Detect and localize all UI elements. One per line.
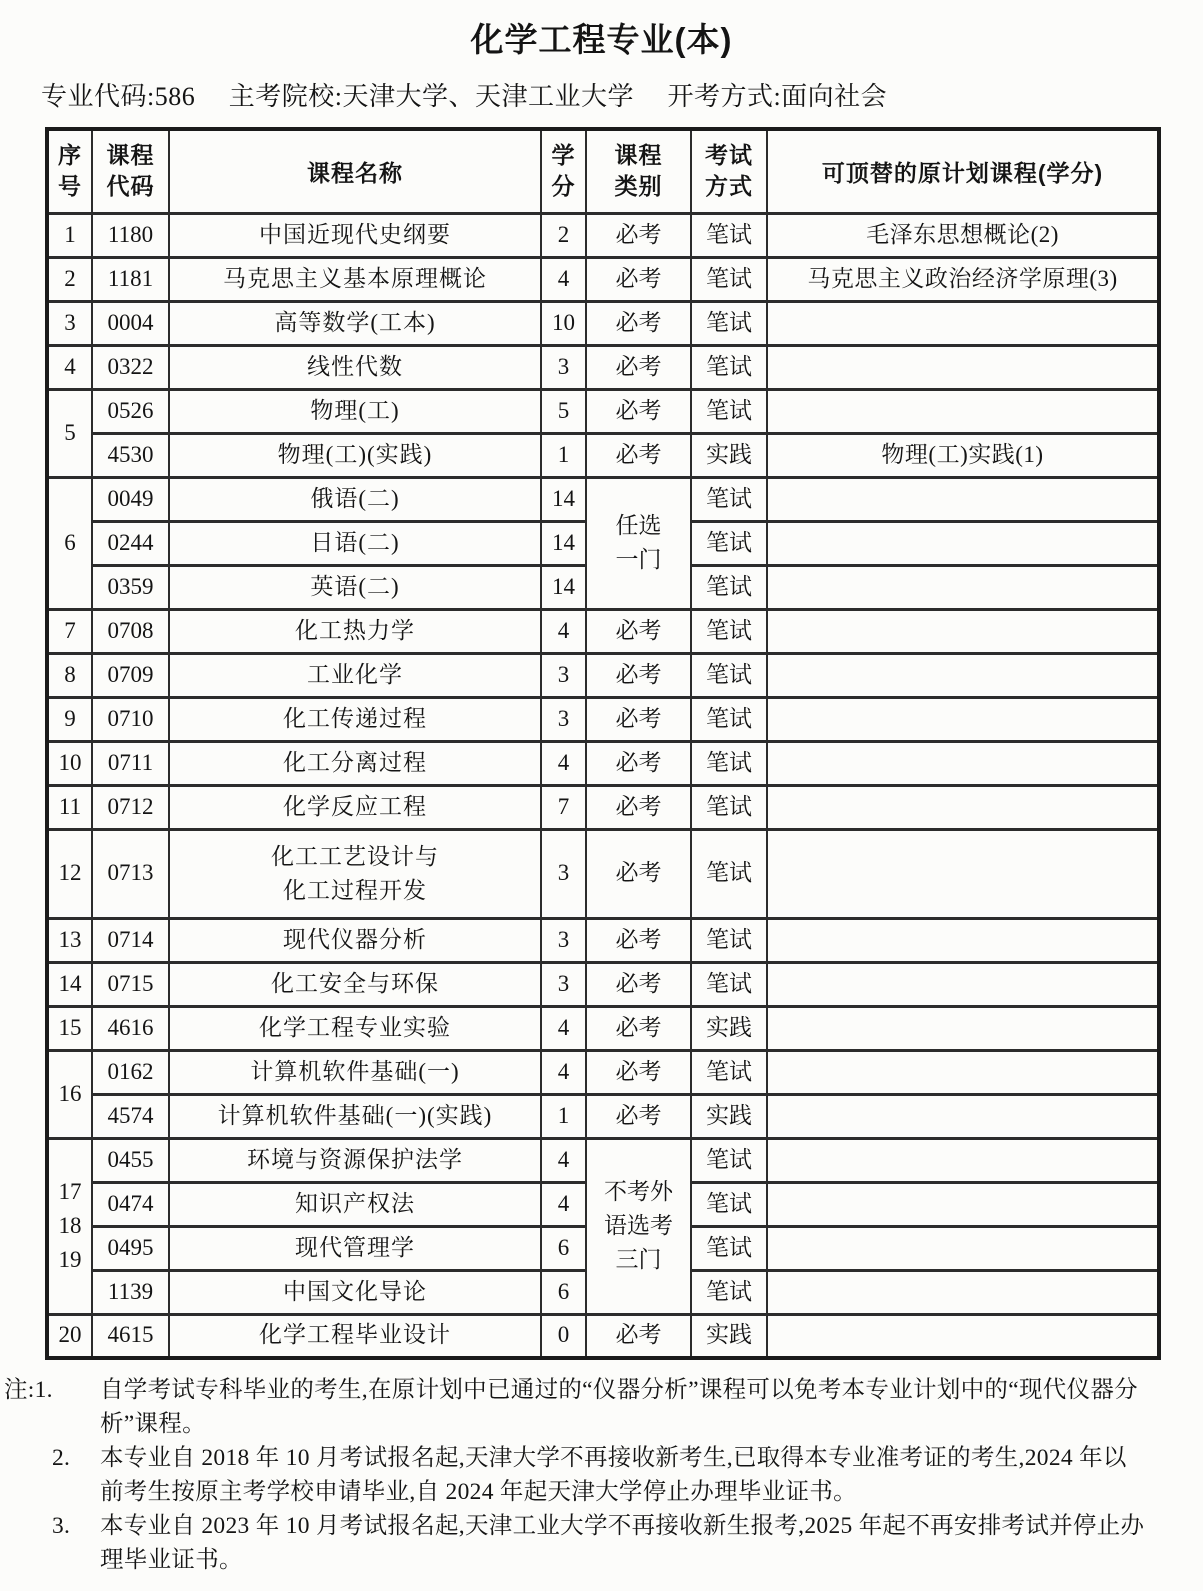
credits-cell: 3 — [541, 653, 586, 697]
course-code-cell: 4574 — [92, 1094, 169, 1138]
credits-cell: 4 — [541, 1006, 586, 1050]
course-code-cell: 1180 — [92, 213, 169, 257]
header-text: 类别 — [614, 173, 663, 200]
column-header-credits — [541, 129, 586, 213]
seq-cell: 10 — [47, 741, 92, 785]
seq-cell: 6 — [47, 477, 92, 609]
exam-method-cell: 实践 — [691, 1094, 767, 1138]
credits-cell: 0 — [541, 1314, 586, 1358]
note-line: 本专业自 2018 年 10 月考试报名起,天津大学不再接收新考生,已取得本专业准考证的考生,2024 年以 — [100, 1445, 1127, 1471]
course-name-cell: 化工传递过程 — [169, 697, 541, 741]
course-code-cell: 0708 — [92, 609, 169, 653]
credits-cell: 6 — [541, 1270, 586, 1314]
course-name-cell: 现代仪器分析 — [169, 918, 541, 962]
course-name-cell: 化学反应工程 — [169, 785, 541, 829]
course-code-cell: 0359 — [92, 565, 169, 609]
table-row — [47, 389, 1159, 433]
course-name-cell: 知识产权法 — [169, 1182, 541, 1226]
header-text: 序 — [58, 142, 82, 169]
course-type-cell: 必考 — [586, 1050, 691, 1094]
seq-cell: 1 — [47, 213, 92, 257]
course-code-cell: 0049 — [92, 477, 169, 521]
credits-cell: 4 — [541, 1182, 586, 1226]
seq-cell: 16 — [47, 1050, 92, 1138]
course-type-cell: 必考 — [586, 257, 691, 301]
table-row — [47, 345, 1159, 389]
course-name-cell: 英语(二) — [169, 565, 541, 609]
seq-cell — [47, 1138, 92, 1314]
header-text: 方式 — [705, 173, 753, 200]
cell-text: 三门 — [615, 1247, 662, 1272]
seq-cell: 3 — [47, 301, 92, 345]
credits-cell: 4 — [541, 1138, 586, 1182]
credits-cell: 3 — [541, 829, 586, 918]
course-name-cell: 化工安全与环保 — [169, 962, 541, 1006]
seq-cell: 12 — [47, 829, 92, 918]
note-line: 前考生按原主考学校申请毕业,自 2024 年起天津大学停止办理毕业证书。 — [100, 1479, 857, 1505]
replacement-course-cell — [767, 1138, 1159, 1182]
replacement-course-cell — [767, 1006, 1159, 1050]
cell-text: 18 — [58, 1213, 82, 1238]
exam-method-cell: 笔试 — [691, 477, 767, 521]
exam-method-cell: 笔试 — [691, 609, 767, 653]
credits-cell: 4 — [541, 257, 586, 301]
replacement-course-cell — [767, 1182, 1159, 1226]
exam-method-cell: 笔试 — [691, 257, 767, 301]
replacement-course-cell — [767, 521, 1159, 565]
course-type-cell: 必考 — [586, 962, 691, 1006]
header-text: 号 — [58, 173, 82, 200]
seq-cell: 4 — [47, 345, 92, 389]
course-type-cell: 必考 — [586, 345, 691, 389]
replacement-course-cell — [767, 653, 1159, 697]
table-row — [47, 829, 1159, 918]
exam-method-cell: 笔试 — [691, 213, 767, 257]
course-type-cell: 必考 — [586, 301, 691, 345]
credits-cell: 3 — [541, 345, 586, 389]
exam-method-cell: 笔试 — [691, 653, 767, 697]
credits-cell: 4 — [541, 741, 586, 785]
table-row — [47, 785, 1159, 829]
info-line: 专业代码:586 主考院校:天津大学、天津工业大学 开考方式:面向社会 — [41, 82, 888, 111]
course-code-cell: 0526 — [92, 389, 169, 433]
credits-cell: 14 — [541, 477, 586, 521]
cell-text: 语选考 — [604, 1213, 673, 1238]
course-code-cell: 0714 — [92, 918, 169, 962]
replacement-course-cell — [767, 785, 1159, 829]
course-code-cell: 0162 — [92, 1050, 169, 1094]
replacement-course-cell — [767, 1094, 1159, 1138]
course-name-cell: 环境与资源保护法学 — [169, 1138, 541, 1182]
replacement-course-cell: 毛泽东思想概论(2) — [767, 213, 1159, 257]
table-row — [47, 1094, 1159, 1138]
course-code-cell: 0713 — [92, 829, 169, 918]
replacement-course-cell — [767, 609, 1159, 653]
course-type-cell: 必考 — [586, 697, 691, 741]
column-header-replace: 可顶替的原计划课程(学分) — [767, 129, 1159, 213]
exam-method-cell: 笔试 — [691, 345, 767, 389]
seq-cell: 11 — [47, 785, 92, 829]
course-name-cell: 中国近现代史纲要 — [169, 213, 541, 257]
course-name-cell: 化学工程专业实验 — [169, 1006, 541, 1050]
course-type-cell: 必考 — [586, 1094, 691, 1138]
course-type-cell: 必考 — [586, 785, 691, 829]
credits-cell: 6 — [541, 1226, 586, 1270]
seq-cell: 9 — [47, 697, 92, 741]
seq-cell: 5 — [47, 389, 92, 477]
table-row — [47, 1050, 1159, 1094]
replacement-course-cell — [767, 1314, 1159, 1358]
course-code-cell: 0711 — [92, 741, 169, 785]
course-name-cell: 化工分离过程 — [169, 741, 541, 785]
course-code-cell: 0322 — [92, 345, 169, 389]
page-title: 化学工程专业(本) — [470, 21, 733, 58]
credits-cell: 1 — [541, 433, 586, 477]
table-row — [47, 433, 1159, 477]
seq-cell: 2 — [47, 257, 92, 301]
course-type-cell: 必考 — [586, 918, 691, 962]
course-name-cell: 俄语(二) — [169, 477, 541, 521]
table-row — [47, 1314, 1159, 1358]
course-code-cell: 4616 — [92, 1006, 169, 1050]
course-code-cell: 0004 — [92, 301, 169, 345]
course-code-cell: 0244 — [92, 521, 169, 565]
course-name-cell: 日语(二) — [169, 521, 541, 565]
exam-method-cell: 笔试 — [691, 785, 767, 829]
cell-text: 化工工艺设计与 — [271, 843, 439, 869]
cell-text: 一门 — [615, 547, 662, 572]
exam-method-cell: 笔试 — [691, 1270, 767, 1314]
table-row — [47, 1138, 1159, 1182]
curriculum-table — [45, 127, 1161, 1360]
replacement-course-cell — [767, 1226, 1159, 1270]
exam-method-cell: 实践 — [691, 1314, 767, 1358]
credits-cell: 4 — [541, 609, 586, 653]
header-text: 代码 — [106, 173, 155, 200]
replacement-course-cell — [767, 345, 1159, 389]
course-code-cell: 0709 — [92, 653, 169, 697]
course-code-cell: 0455 — [92, 1138, 169, 1182]
course-type-cell: 必考 — [586, 829, 691, 918]
exam-method-cell: 笔试 — [691, 741, 767, 785]
credits-cell: 1 — [541, 1094, 586, 1138]
course-name-cell: 物理(工) — [169, 389, 541, 433]
table-header-row — [47, 129, 1159, 213]
seq-cell: 7 — [47, 609, 92, 653]
replacement-course-cell — [767, 1270, 1159, 1314]
column-header-exam — [691, 129, 767, 213]
cell-text: 19 — [58, 1247, 82, 1272]
credits-cell: 3 — [541, 697, 586, 741]
notes-section — [0, 1373, 1203, 1577]
column-header-name: 课程名称 — [169, 129, 541, 213]
table-row — [47, 301, 1159, 345]
course-name-cell: 高等数学(工本) — [169, 301, 541, 345]
header-text: 考试 — [705, 142, 753, 169]
replacement-course-cell — [767, 477, 1159, 521]
course-type-cell: 必考 — [586, 213, 691, 257]
course-name-cell: 计算机软件基础(一) — [169, 1050, 541, 1094]
cell-text: 不考外 — [604, 1179, 673, 1204]
table-row — [47, 918, 1159, 962]
header-text: 课程 — [614, 142, 663, 169]
table-row — [47, 1006, 1159, 1050]
course-name-cell: 马克思主义基本原理概论 — [169, 257, 541, 301]
cell-text: 任选 — [615, 513, 662, 538]
credits-cell: 10 — [541, 301, 586, 345]
exam-method-cell: 笔试 — [691, 521, 767, 565]
note-line: 理毕业证书。 — [100, 1547, 243, 1573]
column-header-code — [92, 129, 169, 213]
table-row — [47, 213, 1159, 257]
credits-cell: 14 — [541, 565, 586, 609]
table-row — [47, 962, 1159, 1006]
credits-cell: 4 — [541, 1050, 586, 1094]
note-item — [0, 1509, 1203, 1577]
course-type-cell: 必考 — [586, 433, 691, 477]
replacement-course-cell: 马克思主义政治经济学原理(3) — [767, 257, 1159, 301]
course-type-cell: 必考 — [586, 741, 691, 785]
cell-text: 化工过程开发 — [283, 877, 427, 903]
replacement-course-cell — [767, 389, 1159, 433]
seq-cell: 8 — [47, 653, 92, 697]
replacement-course-cell — [767, 829, 1159, 918]
exam-method-cell: 实践 — [691, 1006, 767, 1050]
course-type-cell — [586, 477, 691, 609]
course-name-cell: 工业化学 — [169, 653, 541, 697]
header-text: 学 — [551, 142, 576, 169]
course-code-cell: 1181 — [92, 257, 169, 301]
table-row — [47, 653, 1159, 697]
replacement-course-cell — [767, 301, 1159, 345]
note-label: 3. — [52, 1513, 71, 1539]
course-code-cell: 0710 — [92, 697, 169, 741]
course-type-cell: 必考 — [586, 1314, 691, 1358]
course-type-cell: 必考 — [586, 609, 691, 653]
note-line: 本专业自 2023 年 10 月考试报名起,天津工业大学不再接收新生报考,2025 年起不再安排考试并停止办 — [100, 1513, 1145, 1539]
exam-method-cell: 笔试 — [691, 1226, 767, 1270]
exam-method-cell: 笔试 — [691, 829, 767, 918]
course-name-cell: 线性代数 — [169, 345, 541, 389]
note-item — [0, 1373, 1203, 1441]
course-name-cell: 化学工程毕业设计 — [169, 1314, 541, 1358]
credits-cell: 14 — [541, 521, 586, 565]
seq-cell: 13 — [47, 918, 92, 962]
credits-cell: 7 — [541, 785, 586, 829]
course-name-cell: 计算机软件基础(一)(实践) — [169, 1094, 541, 1138]
replacement-course-cell — [767, 918, 1159, 962]
seq-cell: 14 — [47, 962, 92, 1006]
credits-cell: 5 — [541, 389, 586, 433]
course-type-cell: 必考 — [586, 1006, 691, 1050]
exam-method-cell: 笔试 — [691, 697, 767, 741]
exam-method-cell: 笔试 — [691, 565, 767, 609]
note-item — [0, 1441, 1203, 1509]
replacement-course-cell — [767, 1050, 1159, 1094]
replacement-course-cell — [767, 565, 1159, 609]
course-name-cell: 现代管理学 — [169, 1226, 541, 1270]
table-row — [47, 609, 1159, 653]
course-name-cell: 物理(工)(实践) — [169, 433, 541, 477]
note-label: 2. — [52, 1445, 71, 1471]
course-code-cell: 1139 — [92, 1270, 169, 1314]
table-row — [47, 741, 1159, 785]
course-type-cell: 必考 — [586, 389, 691, 433]
course-type-cell: 必考 — [586, 653, 691, 697]
note-line: 析”课程。 — [100, 1411, 206, 1437]
exam-method-cell: 笔试 — [691, 1182, 767, 1226]
table-row — [47, 697, 1159, 741]
exam-method-cell: 笔试 — [691, 918, 767, 962]
credits-cell: 2 — [541, 213, 586, 257]
exam-method-cell: 笔试 — [691, 389, 767, 433]
note-label: 注:1. — [4, 1377, 53, 1403]
exam-method-cell: 笔试 — [691, 1050, 767, 1094]
replacement-course-cell: 物理(工)实践(1) — [767, 433, 1159, 477]
course-name-cell: 中国文化导论 — [169, 1270, 541, 1314]
course-code-cell: 0474 — [92, 1182, 169, 1226]
header-text: 课程 — [106, 142, 155, 169]
credits-cell: 3 — [541, 962, 586, 1006]
credits-cell: 3 — [541, 918, 586, 962]
header-text: 分 — [551, 173, 576, 200]
course-code-cell: 4615 — [92, 1314, 169, 1358]
note-line: 自学考试专科毕业的考生,在原计划中已通过的“仪器分析”课程可以免考本专业计划中的“现代仪器分 — [100, 1377, 1138, 1403]
column-header-type — [586, 129, 691, 213]
course-name-cell — [169, 829, 541, 918]
exam-method-cell: 实践 — [691, 433, 767, 477]
replacement-course-cell — [767, 697, 1159, 741]
column-header-seq — [47, 129, 92, 213]
table-row — [47, 477, 1159, 521]
course-code-cell: 0712 — [92, 785, 169, 829]
seq-cell: 20 — [47, 1314, 92, 1358]
exam-method-cell: 笔试 — [691, 1138, 767, 1182]
table-row — [47, 257, 1159, 301]
course-code-cell: 0715 — [92, 962, 169, 1006]
course-name-cell: 化工热力学 — [169, 609, 541, 653]
cell-text: 17 — [58, 1179, 82, 1204]
course-code-cell: 4530 — [92, 433, 169, 477]
seq-cell: 15 — [47, 1006, 92, 1050]
course-type-cell — [586, 1138, 691, 1314]
replacement-course-cell — [767, 962, 1159, 1006]
exam-method-cell: 笔试 — [691, 962, 767, 1006]
replacement-course-cell — [767, 741, 1159, 785]
exam-method-cell: 笔试 — [691, 301, 767, 345]
course-code-cell: 0495 — [92, 1226, 169, 1270]
